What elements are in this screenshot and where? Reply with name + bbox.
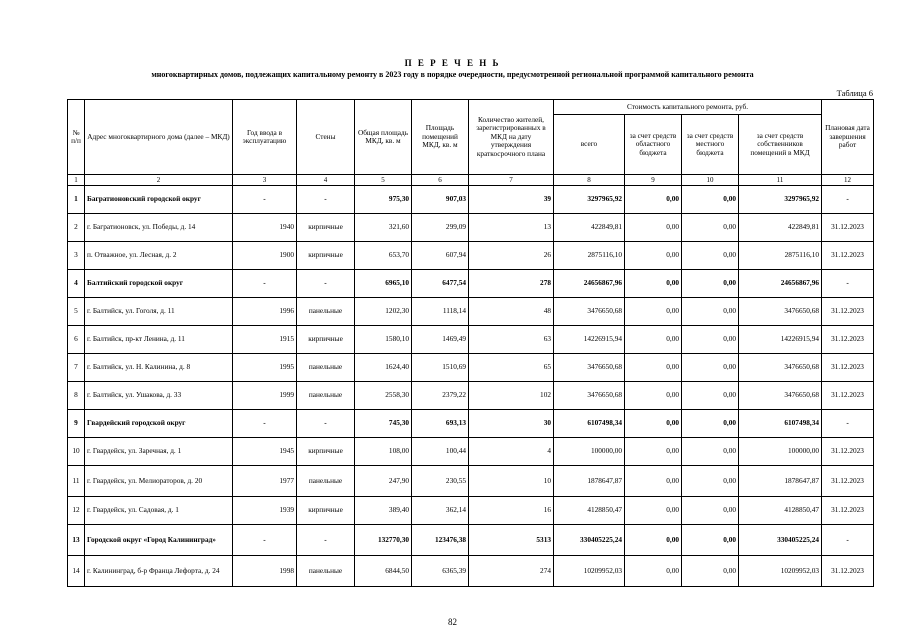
- table-row: [68, 242, 874, 270]
- cost-regional-cell: 0,00: [625, 270, 682, 298]
- planned-date-cell: -: [822, 410, 874, 438]
- walls-cell: панельные: [297, 354, 355, 382]
- address-cell: г. Балтийск, ул. Н. Калинина, д. 8: [85, 354, 233, 382]
- row-number: 1: [68, 186, 85, 214]
- cost-owners-cell: 330405225,24: [739, 525, 822, 556]
- premises-area-cell: 6477,54: [412, 270, 469, 298]
- cost-total-cell: 422849,81: [554, 214, 625, 242]
- planned-date-cell: 31.12.2023: [822, 466, 874, 497]
- cost-local-cell: 0,00: [682, 214, 739, 242]
- column-number: 5: [355, 175, 412, 186]
- column-number: 10: [682, 175, 739, 186]
- premises-area-cell: 1469,49: [412, 326, 469, 354]
- total-area-cell: 389,40: [355, 497, 412, 525]
- planned-date-cell: 31.12.2023: [822, 298, 874, 326]
- document-title: П Е Р Е Ч Е Н Ь: [404, 58, 501, 68]
- cost-local-cell: 0,00: [682, 298, 739, 326]
- premises-area-cell: 6365,39: [412, 556, 469, 587]
- residents-cell: 5313: [469, 525, 554, 556]
- cost-total-cell: 100000,00: [554, 438, 625, 466]
- residents-cell: 4: [469, 438, 554, 466]
- cost-local-cell: 0,00: [682, 382, 739, 410]
- cost-owners-cell: 3476650,68: [739, 354, 822, 382]
- cost-total-cell: 14226915,94: [554, 326, 625, 354]
- total-area-cell: 6965,10: [355, 270, 412, 298]
- residents-cell: 26: [469, 242, 554, 270]
- planned-date-cell: 31.12.2023: [822, 214, 874, 242]
- address-cell: г. Калининград, б-р Франца Лефорта, д. 24: [85, 556, 233, 587]
- cost-regional-cell: 0,00: [625, 410, 682, 438]
- walls-cell: -: [297, 410, 355, 438]
- premises-area-cell: 907,03: [412, 186, 469, 214]
- walls-cell: панельные: [297, 466, 355, 497]
- cost-regional-cell: 0,00: [625, 497, 682, 525]
- year-cell: 1999: [233, 382, 297, 410]
- walls-cell: панельные: [297, 556, 355, 587]
- premises-area-cell: 1118,14: [412, 298, 469, 326]
- header-address: Адрес многоквартирного дома (далее – МКД): [85, 100, 233, 175]
- header-cost-total: всего: [554, 115, 625, 175]
- total-area-cell: 108,00: [355, 438, 412, 466]
- address-cell: Городской округ «Город Калининград»: [85, 525, 233, 556]
- address-cell: г. Балтийск, пр-кт Ленина, д. 11: [85, 326, 233, 354]
- planned-date-cell: 31.12.2023: [822, 326, 874, 354]
- district-total-row: [68, 525, 874, 556]
- year-cell: 1995: [233, 354, 297, 382]
- cost-regional-cell: 0,00: [625, 556, 682, 587]
- residents-cell: 39: [469, 186, 554, 214]
- premises-area-cell: 2379,22: [412, 382, 469, 410]
- premises-area-cell: 299,09: [412, 214, 469, 242]
- row-number: 4: [68, 270, 85, 298]
- premises-area-cell: 362,14: [412, 497, 469, 525]
- table-header: [68, 100, 874, 186]
- cost-regional-cell: 0,00: [625, 438, 682, 466]
- cost-owners-cell: 10209952,03: [739, 556, 822, 587]
- premises-area-cell: 230,55: [412, 466, 469, 497]
- row-number: 14: [68, 556, 85, 587]
- year-cell: 1977: [233, 466, 297, 497]
- address-cell: г. Гвардейск, ул. Мелиораторов, д. 20: [85, 466, 233, 497]
- address-cell: Багратионовский городской округ: [85, 186, 233, 214]
- cost-owners-cell: 2875116,10: [739, 242, 822, 270]
- residents-cell: 102: [469, 382, 554, 410]
- year-cell: 1998: [233, 556, 297, 587]
- cost-local-cell: 0,00: [682, 438, 739, 466]
- column-number: 6: [412, 175, 469, 186]
- planned-date-cell: 31.12.2023: [822, 556, 874, 587]
- cost-local-cell: 0,00: [682, 556, 739, 587]
- header-premises-area: Площадь помещений МКД, кв. м: [412, 100, 469, 175]
- year-cell: 1939: [233, 497, 297, 525]
- cost-regional-cell: 0,00: [625, 525, 682, 556]
- header-planned-date: Плановая дата завершения работ: [822, 100, 874, 175]
- row-number: 13: [68, 525, 85, 556]
- cost-owners-cell: 6107498,34: [739, 410, 822, 438]
- residents-cell: 10: [469, 466, 554, 497]
- cost-local-cell: 0,00: [682, 497, 739, 525]
- column-number: 12: [822, 175, 874, 186]
- header-cost-owners: за счет средств собственников помещений в МКД: [739, 115, 822, 175]
- cost-regional-cell: 0,00: [625, 466, 682, 497]
- column-number: 4: [297, 175, 355, 186]
- planned-date-cell: 31.12.2023: [822, 242, 874, 270]
- planned-date-cell: 31.12.2023: [822, 382, 874, 410]
- address-cell: г. Багратионовск, ул. Победы, д. 14: [85, 214, 233, 242]
- cost-regional-cell: 0,00: [625, 214, 682, 242]
- total-area-cell: 1202,30: [355, 298, 412, 326]
- walls-cell: кирпичные: [297, 438, 355, 466]
- total-area-cell: 1580,10: [355, 326, 412, 354]
- residents-cell: 274: [469, 556, 554, 587]
- address-cell: г. Гвардейск, ул. Садовая, д. 1: [85, 497, 233, 525]
- table-row: [68, 214, 874, 242]
- district-total-row: [68, 410, 874, 438]
- year-cell: -: [233, 525, 297, 556]
- total-area-cell: 132770,30: [355, 525, 412, 556]
- walls-cell: -: [297, 186, 355, 214]
- cost-total-cell: 4128850,47: [554, 497, 625, 525]
- column-number: 3: [233, 175, 297, 186]
- table-row: [68, 438, 874, 466]
- cost-total-cell: 330405225,24: [554, 525, 625, 556]
- table-row: [68, 326, 874, 354]
- residents-cell: 16: [469, 497, 554, 525]
- cost-regional-cell: 0,00: [625, 326, 682, 354]
- address-cell: Гвардейский городской округ: [85, 410, 233, 438]
- residents-cell: 63: [469, 326, 554, 354]
- cost-local-cell: 0,00: [682, 525, 739, 556]
- residents-cell: 65: [469, 354, 554, 382]
- walls-cell: панельные: [297, 298, 355, 326]
- cost-local-cell: 0,00: [682, 326, 739, 354]
- cost-owners-cell: 24656867,96: [739, 270, 822, 298]
- row-number: 12: [68, 497, 85, 525]
- residents-cell: 30: [469, 410, 554, 438]
- cost-total-cell: 2875116,10: [554, 242, 625, 270]
- walls-cell: кирпичные: [297, 326, 355, 354]
- walls-cell: кирпичные: [297, 242, 355, 270]
- column-number: 8: [554, 175, 625, 186]
- cost-total-cell: 10209952,03: [554, 556, 625, 587]
- year-cell: 1945: [233, 438, 297, 466]
- walls-cell: кирпичные: [297, 497, 355, 525]
- year-cell: 1900: [233, 242, 297, 270]
- cost-total-cell: 1878647,87: [554, 466, 625, 497]
- cost-local-cell: 0,00: [682, 242, 739, 270]
- year-cell: -: [233, 270, 297, 298]
- column-number: 2: [85, 175, 233, 186]
- header-cost-group: Стоимость капитального ремонта, руб.: [554, 100, 822, 115]
- header-total-area: Общая площадь МКД, кв. м: [355, 100, 412, 175]
- column-number: 9: [625, 175, 682, 186]
- header-cost-regional: за счет средств областного бюджета: [625, 115, 682, 175]
- cost-local-cell: 0,00: [682, 410, 739, 438]
- header-cost-local: за счет средств местного бюджета: [682, 115, 739, 175]
- address-cell: г. Гвардейск, ул. Заречная, д. 1: [85, 438, 233, 466]
- year-cell: 1996: [233, 298, 297, 326]
- cost-owners-cell: 1878647,87: [739, 466, 822, 497]
- planned-date-cell: 31.12.2023: [822, 354, 874, 382]
- table-row: [68, 354, 874, 382]
- total-area-cell: 975,30: [355, 186, 412, 214]
- row-number: 7: [68, 354, 85, 382]
- column-number: 7: [469, 175, 554, 186]
- table-row: [68, 497, 874, 525]
- walls-cell: кирпичные: [297, 214, 355, 242]
- cost-local-cell: 0,00: [682, 466, 739, 497]
- cost-owners-cell: 14226915,94: [739, 326, 822, 354]
- cost-total-cell: 24656867,96: [554, 270, 625, 298]
- row-number: 10: [68, 438, 85, 466]
- premises-area-cell: 607,94: [412, 242, 469, 270]
- walls-cell: -: [297, 525, 355, 556]
- table-row: [68, 298, 874, 326]
- cost-regional-cell: 0,00: [625, 298, 682, 326]
- planned-date-cell: 31.12.2023: [822, 438, 874, 466]
- cost-total-cell: 6107498,34: [554, 410, 625, 438]
- district-total-row: [68, 270, 874, 298]
- residents-cell: 278: [469, 270, 554, 298]
- housing-repair-table: [67, 99, 874, 587]
- cost-regional-cell: 0,00: [625, 354, 682, 382]
- premises-area-cell: 123476,38: [412, 525, 469, 556]
- cost-total-cell: 3297965,92: [554, 186, 625, 214]
- cost-owners-cell: 4128850,47: [739, 497, 822, 525]
- cost-local-cell: 0,00: [682, 270, 739, 298]
- address-cell: г. Балтийск, ул. Гоголя, д. 11: [85, 298, 233, 326]
- header-walls: Стены: [297, 100, 355, 175]
- cost-owners-cell: 100000,00: [739, 438, 822, 466]
- total-area-cell: 247,90: [355, 466, 412, 497]
- row-number: 2: [68, 214, 85, 242]
- header-num: № п/п: [68, 100, 85, 175]
- row-number: 5: [68, 298, 85, 326]
- page-number: 82: [448, 617, 457, 627]
- year-cell: -: [233, 186, 297, 214]
- header-year: Год ввода в эксплуатацию: [233, 100, 297, 175]
- premises-area-cell: 1510,69: [412, 354, 469, 382]
- row-number: 3: [68, 242, 85, 270]
- premises-area-cell: 693,13: [412, 410, 469, 438]
- total-area-cell: 1624,40: [355, 354, 412, 382]
- total-area-cell: 745,30: [355, 410, 412, 438]
- row-number: 11: [68, 466, 85, 497]
- year-cell: 1940: [233, 214, 297, 242]
- district-total-row: [68, 186, 874, 214]
- table-body: [68, 186, 874, 587]
- address-cell: Балтийский городской округ: [85, 270, 233, 298]
- row-number: 8: [68, 382, 85, 410]
- total-area-cell: 2558,30: [355, 382, 412, 410]
- table-row: [68, 556, 874, 587]
- table-row: [68, 382, 874, 410]
- row-number: 9: [68, 410, 85, 438]
- cost-regional-cell: 0,00: [625, 186, 682, 214]
- header-residents: Количество жителей, зарегистрированных в МКД на дату утверждения краткосрочного плана: [469, 100, 554, 175]
- total-area-cell: 6844,50: [355, 556, 412, 587]
- planned-date-cell: -: [822, 270, 874, 298]
- walls-cell: панельные: [297, 382, 355, 410]
- cost-owners-cell: 422849,81: [739, 214, 822, 242]
- year-cell: -: [233, 410, 297, 438]
- year-cell: 1915: [233, 326, 297, 354]
- cost-owners-cell: 3476650,68: [739, 298, 822, 326]
- cost-local-cell: 0,00: [682, 354, 739, 382]
- cost-total-cell: 3476650,68: [554, 354, 625, 382]
- table-row: [68, 466, 874, 497]
- cost-owners-cell: 3297965,92: [739, 186, 822, 214]
- address-cell: г. Балтийск, ул. Ушакова, д. 33: [85, 382, 233, 410]
- cost-total-cell: 3476650,68: [554, 298, 625, 326]
- total-area-cell: 653,70: [355, 242, 412, 270]
- residents-cell: 48: [469, 298, 554, 326]
- residents-cell: 13: [469, 214, 554, 242]
- walls-cell: -: [297, 270, 355, 298]
- table-label: Таблица 6: [836, 88, 873, 98]
- total-area-cell: 321,60: [355, 214, 412, 242]
- planned-date-cell: -: [822, 186, 874, 214]
- column-number: 1: [68, 175, 85, 186]
- column-number-row: [68, 175, 874, 186]
- cost-total-cell: 3476650,68: [554, 382, 625, 410]
- planned-date-cell: -: [822, 525, 874, 556]
- cost-regional-cell: 0,00: [625, 382, 682, 410]
- premises-area-cell: 100,44: [412, 438, 469, 466]
- cost-owners-cell: 3476650,68: [739, 382, 822, 410]
- cost-regional-cell: 0,00: [625, 242, 682, 270]
- address-cell: п. Отважное, ул. Лесная, д. 2: [85, 242, 233, 270]
- row-number: 6: [68, 326, 85, 354]
- column-number: 11: [739, 175, 822, 186]
- cost-local-cell: 0,00: [682, 186, 739, 214]
- document-subtitle: многоквартирных домов, подлежащих капитальному ремонту в 2023 году в порядке очередности, предусмотренной региональной программой капитального ремонта: [151, 70, 754, 79]
- planned-date-cell: 31.12.2023: [822, 497, 874, 525]
